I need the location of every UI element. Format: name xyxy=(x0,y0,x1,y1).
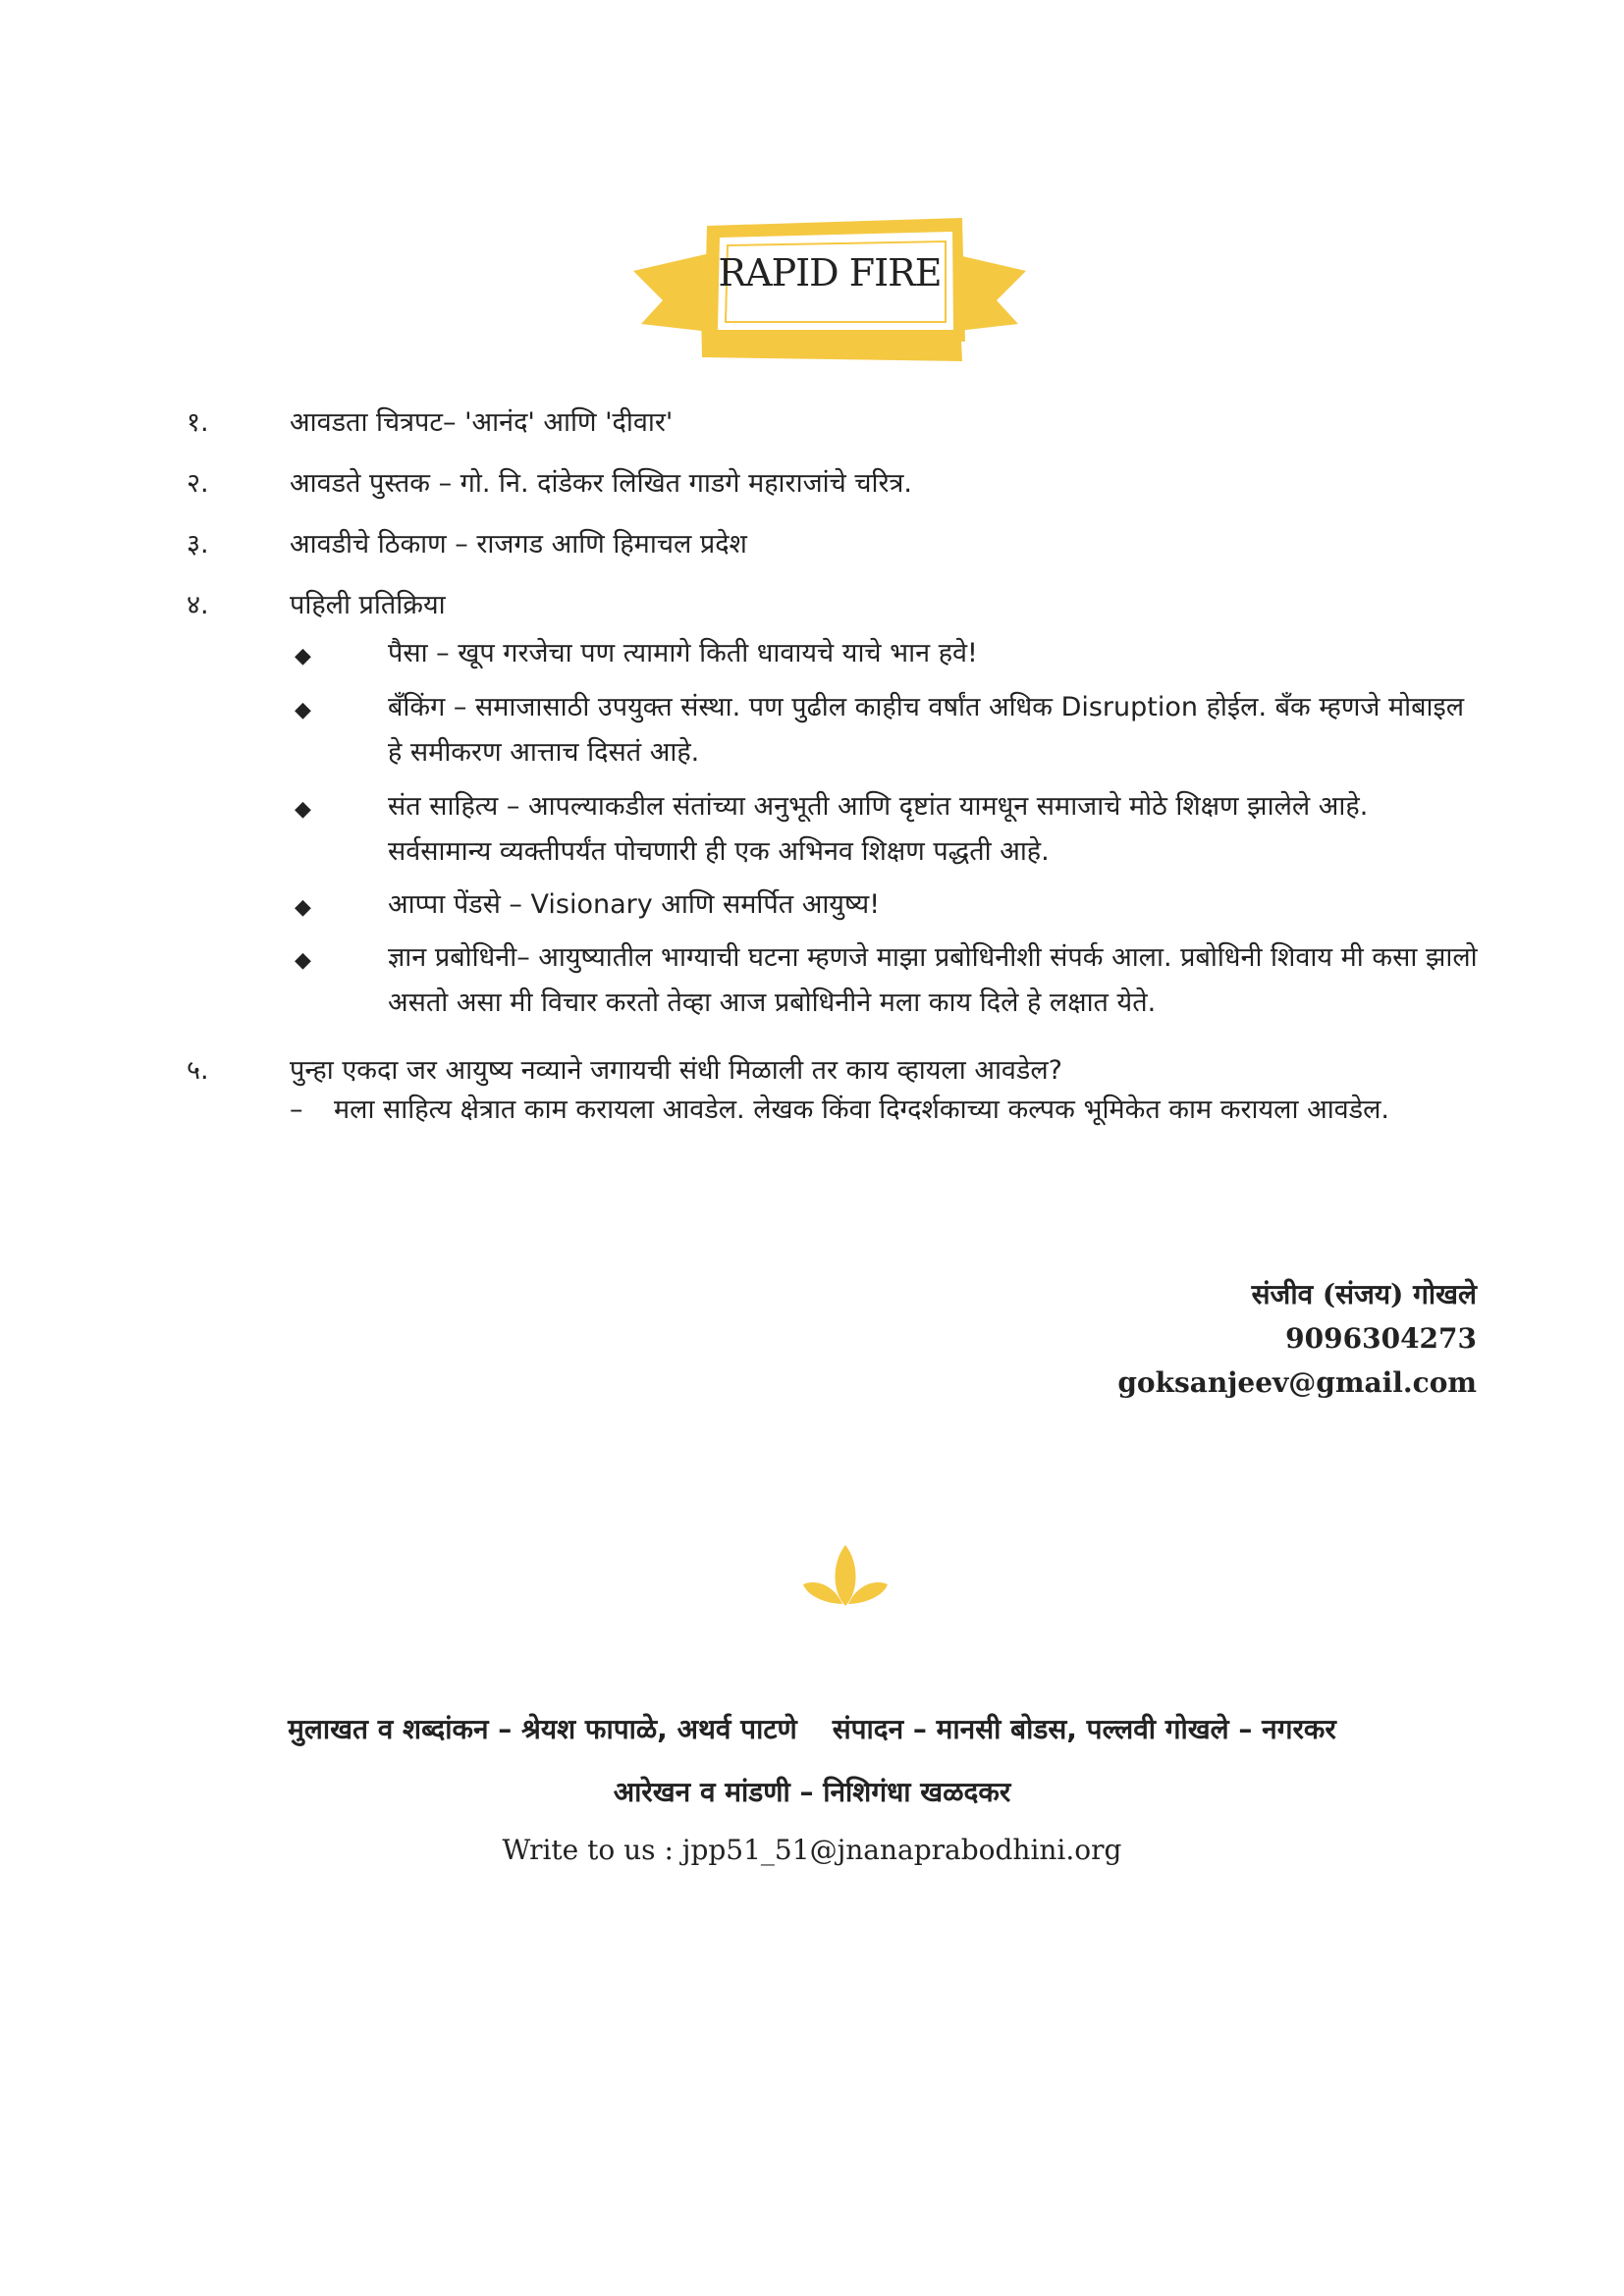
rapid-fire-banner xyxy=(633,214,1026,361)
footer-credits-line xyxy=(0,1710,1624,1747)
answer-dash: – xyxy=(290,1095,303,1125)
write-to-us[interactable]: Write to us : jpp51_51@jnanaprabodhini.org xyxy=(502,1834,1122,1866)
reaction-text: बँकिंग – समाजासाठी उपयुक्त संस्था. पण पुढील काहीच वर्षांत अधिक Disruption होईल. बँक म्हणजे मोबाइल हे समीकरण आत्ताच दिसतं आहे. xyxy=(388,692,1465,768)
interview-credit: मुलाखत व शब्दांकन – श्रेयश फापाळे, अथर्व पाटणे xyxy=(288,1713,797,1745)
question-text: पहिली प्रतिक्रिया xyxy=(290,590,446,620)
reaction-text: ज्ञान प्रबोधिनी– आयुष्यातील भाग्याची घटना म्हणजे माझा प्रबोधिनीशी संपर्क आला. प्रबोधिनी शिवाय मी कसा झालो असतो असा मी विचार करतो तेव्हा आज प्रबोधिनीने मला काय दिले हे लक्षात येते. xyxy=(388,942,1478,1018)
diamond-bullet-icon: ◆ xyxy=(295,644,311,668)
signature-name: संजीव (संजय) गोखले xyxy=(1251,1278,1477,1310)
question-number: २. xyxy=(187,468,209,499)
editing-credit: संपादन – मानसी बोडस, पल्लवी गोखले – नगरकर xyxy=(832,1713,1336,1745)
question-number: ५. xyxy=(187,1055,209,1086)
banner-title: RAPID FIRE xyxy=(718,251,942,294)
signature-phone: 9096304273 xyxy=(1285,1322,1477,1355)
reaction-text: पैसा – खूप गरजेचा पण त्यामागे किती धावायचे याचे भान हवे! xyxy=(388,638,978,668)
question-text: आवडता चित्रपट– 'आनंद' आणि 'दीवार' xyxy=(290,407,674,438)
diamond-bullet-icon: ◆ xyxy=(295,895,311,920)
diamond-bullet-icon: ◆ xyxy=(295,698,311,722)
question-number: ३. xyxy=(187,529,209,560)
diamond-bullet-icon: ◆ xyxy=(295,797,311,822)
signature-email[interactable]: goksanjeev@gmail.com xyxy=(1117,1366,1477,1399)
flower-ornament-icon xyxy=(803,1541,888,1610)
question-number: ४. xyxy=(187,590,209,620)
design-credit: आरेखन व मांडणी – निशिगंधा खळदकर xyxy=(613,1776,1011,1808)
question-text: पुन्हा एकदा जर आयुष्य नव्याने जगायची संधी मिळाली तर काय व्हायला आवडेल? xyxy=(290,1055,1063,1086)
answer-text: मला साहित्य क्षेत्रात काम करायला आवडेल. लेखक किंवा दिग्दर्शकाच्या कल्पक भूमिकेत काम करायला आवडेल. xyxy=(334,1095,1390,1125)
signature-block xyxy=(1117,1272,1477,1405)
question-number: १. xyxy=(187,407,209,438)
reaction-text: संत साहित्य – आपल्याकडील संतांच्या अनुभूती आणि दृष्टांत यामधून समाजाचे मोठे शिक्षण झालेले आहे. सर्वसामान्य व्यक्तीपर्यंत पोचणारी ही एक अभिनव शिक्षण पद्धती आहे. xyxy=(388,791,1369,867)
question-text: आवडीचे ठिकाण – राजगड आणि हिमाचल प्रदेश xyxy=(290,529,747,560)
reaction-text: आप्पा पेंडसे – Visionary आणि समर्पित आयुष्य! xyxy=(388,889,881,920)
question-text: आवडते पुस्तक – गो. नि. दांडेकर लिखित गाडगे महाराजांचे चरित्र. xyxy=(290,468,912,499)
diamond-bullet-icon: ◆ xyxy=(295,948,311,973)
